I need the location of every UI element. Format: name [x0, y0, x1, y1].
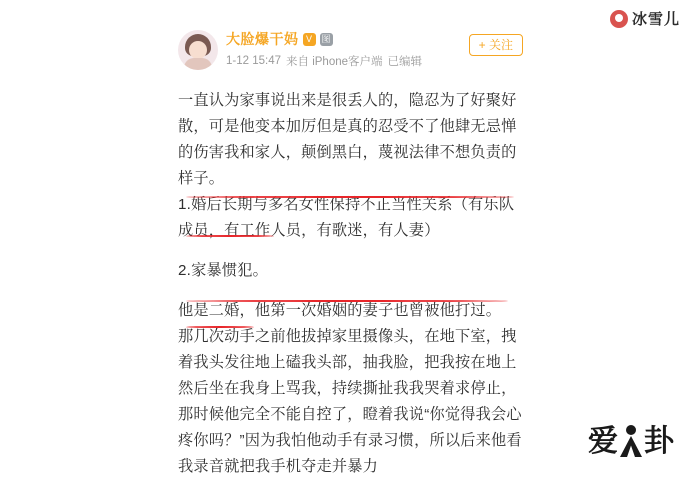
watermark-bottom-right-label: 卦	[644, 425, 674, 458]
post-paragraph: 那几次动手之前他拔掉家里摄像头，在地下室，拽着我头发往地上磕我头部，抽我脸，把我按在地上然后坐在我身上骂我，持续撕扯我我哭着求停止，那时候他完全不能自控了，瞪着我说“你觉得我会心疼你吗？”因为我怕他动手有录习惯，所以后来他看我录音就把我手机夺走并暴力	[178, 328, 522, 475]
paragraph-spacer	[178, 244, 523, 258]
post-header	[178, 28, 523, 80]
paragraph-spacer	[178, 284, 523, 298]
post-paragraph: 2.家暴惯犯。	[178, 262, 269, 279]
avatar-face-shape	[189, 41, 207, 59]
avatar[interactable]	[178, 30, 218, 70]
post-timestamp: 1-12 15:47	[226, 55, 281, 67]
author-name[interactable]: 大脸爆干妈	[226, 31, 299, 47]
annotation-underline-4	[186, 326, 254, 328]
annotation-underline-3	[186, 300, 508, 302]
annotation-underline-1	[186, 196, 514, 198]
post-content	[178, 88, 523, 480]
watermark-bottom-left-label: 爱	[588, 425, 618, 458]
post-source[interactable]: 来自 iPhone客户端	[286, 56, 383, 68]
avatar-body-shape	[184, 58, 212, 70]
follow-button[interactable]: + 关注	[469, 34, 523, 56]
watermark-bottom-right	[588, 425, 674, 457]
verified-badge-icon: V	[303, 33, 316, 46]
page-left-margin	[0, 0, 178, 467]
post-paragraph: 他是二婚，他第一次婚姻的妻子也曾被他打过。	[178, 302, 502, 319]
image-badge-icon: 图	[321, 33, 331, 44]
watermark-logo-icon	[610, 10, 628, 28]
watermark-top-right	[610, 8, 680, 29]
annotation-underline-2	[186, 235, 274, 237]
post-paragraph: 1.婚后长期与多名女性保持不正当性关系（有乐队成员，有工作人员，有歌迷，有人妻）	[178, 196, 515, 239]
post-paragraph: 一直认为家事说出来是很丢人的，隐忍为了好聚好散，可是他变本加厉但是真的忍受不了他肆无忌惮的伤害我和家人，颠倒黑白，蔑视法律不想负责的样子。	[178, 92, 517, 187]
post-edited-label: 已编辑	[387, 56, 423, 68]
watermark-top-label: 冰雪儿	[631, 11, 680, 28]
weibo-post	[178, 28, 523, 480]
person-icon	[620, 425, 642, 457]
page-right-margin	[523, 0, 690, 467]
